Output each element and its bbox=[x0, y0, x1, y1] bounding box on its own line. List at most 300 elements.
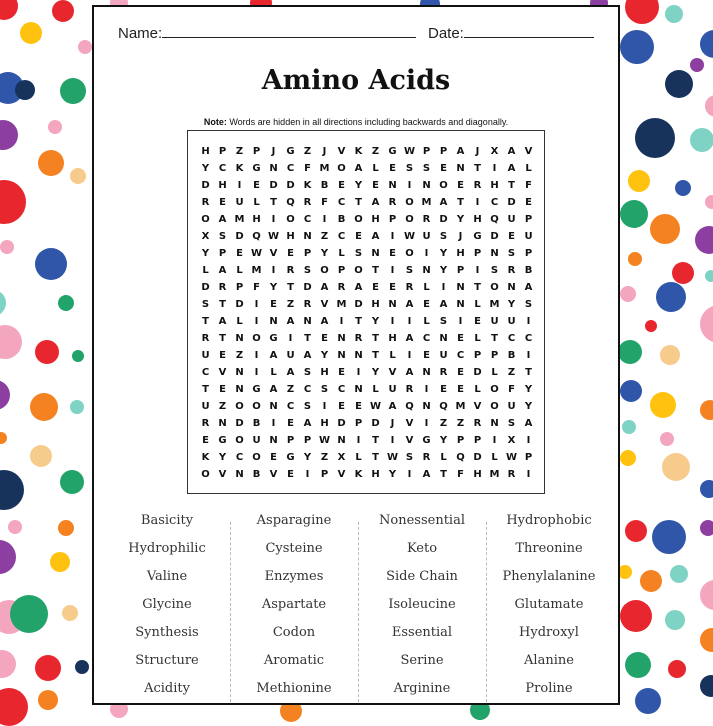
grid-letter: E bbox=[457, 367, 464, 378]
grid-letter: E bbox=[457, 180, 464, 191]
grid-letter: G bbox=[252, 163, 261, 174]
grid-letter: L bbox=[491, 452, 498, 463]
grid-letter: A bbox=[286, 367, 295, 378]
decor-dot bbox=[8, 520, 22, 534]
grid-letter: P bbox=[337, 265, 346, 276]
grid-letter: T bbox=[219, 299, 226, 310]
grid-letter: A bbox=[303, 350, 312, 361]
word-item: Serine bbox=[400, 653, 444, 668]
grid-letter: H bbox=[473, 469, 482, 480]
decor-dot bbox=[62, 605, 78, 621]
grid-letter: D bbox=[507, 197, 516, 208]
grid-letter: I bbox=[526, 316, 531, 327]
decor-dot bbox=[675, 180, 691, 196]
grid-letter: A bbox=[218, 214, 227, 225]
grid-letter: R bbox=[473, 180, 482, 191]
grid-letter: I bbox=[237, 180, 242, 191]
grid-letter: Y bbox=[218, 452, 227, 463]
grid-letter: E bbox=[236, 248, 243, 259]
grid-letter: I bbox=[407, 469, 412, 480]
word-item: Asparagine bbox=[256, 513, 332, 528]
word-item: Hydroxyl bbox=[519, 625, 579, 640]
grid-letter: V bbox=[405, 435, 414, 446]
grid-letter: N bbox=[235, 367, 244, 378]
grid-letter: T bbox=[372, 435, 379, 446]
word-column-2 bbox=[230, 507, 358, 703]
grid-letter: N bbox=[303, 316, 312, 327]
grid-letter: C bbox=[456, 350, 465, 361]
decor-dot bbox=[705, 270, 713, 282]
grid-letter: C bbox=[524, 333, 533, 344]
grid-letter: Q bbox=[252, 231, 261, 242]
decor-dot bbox=[700, 480, 713, 498]
decor-dot bbox=[0, 290, 6, 316]
grid-letter: I bbox=[475, 197, 480, 208]
decor-dot bbox=[0, 688, 28, 726]
grid-letter: P bbox=[218, 248, 227, 259]
grid-letter: A bbox=[303, 418, 312, 429]
grid-letter: E bbox=[287, 248, 294, 259]
grid-letter: Y bbox=[320, 248, 329, 259]
decor-dot bbox=[35, 248, 67, 280]
decor-dot bbox=[690, 128, 713, 152]
grid-letter: N bbox=[422, 401, 431, 412]
decor-dot bbox=[670, 565, 688, 583]
grid-letter: R bbox=[286, 265, 295, 276]
grid-letter: I bbox=[339, 316, 344, 327]
decor-dot bbox=[656, 282, 686, 312]
grid-letter: L bbox=[474, 299, 481, 310]
grid-letter: Z bbox=[320, 452, 329, 463]
grid-letter: O bbox=[252, 333, 261, 344]
grid-letter: C bbox=[303, 384, 312, 395]
grid-letter: Y bbox=[456, 214, 465, 225]
decor-dot bbox=[35, 340, 59, 364]
grid-letter: K bbox=[235, 163, 244, 174]
grid-letter: S bbox=[303, 265, 312, 276]
grid-letter: Y bbox=[439, 265, 448, 276]
decor-dot bbox=[620, 30, 654, 64]
grid-letter: Y bbox=[507, 299, 516, 310]
grid-letter: C bbox=[286, 163, 295, 174]
grid-letter: W bbox=[250, 248, 263, 259]
grid-letter: M bbox=[234, 214, 245, 225]
grid-letter: L bbox=[372, 384, 379, 395]
instructions-note bbox=[94, 117, 618, 127]
grid-letter: O bbox=[405, 197, 414, 208]
word-item: Nonessential bbox=[379, 513, 465, 528]
grid-letter: E bbox=[508, 231, 515, 242]
grid-letter: M bbox=[319, 163, 330, 174]
grid-letter: E bbox=[219, 350, 226, 361]
grid-letter: D bbox=[473, 367, 482, 378]
decor-dot bbox=[635, 688, 661, 714]
grid-letter: S bbox=[524, 299, 533, 310]
decor-dot bbox=[618, 340, 642, 364]
grid-letter: P bbox=[354, 418, 363, 429]
word-item: Structure bbox=[135, 653, 199, 668]
grid-letter: T bbox=[355, 197, 362, 208]
grid-letter: E bbox=[270, 452, 277, 463]
decor-dot bbox=[700, 580, 713, 610]
grid-letter: H bbox=[388, 333, 397, 344]
decor-dot bbox=[625, 0, 659, 24]
grid-letter: G bbox=[286, 146, 295, 157]
grid-letter: E bbox=[338, 401, 345, 412]
grid-letter: S bbox=[439, 231, 448, 242]
grid-letter: P bbox=[235, 282, 244, 293]
grid-letter: P bbox=[439, 146, 448, 157]
grid-letter: C bbox=[337, 197, 346, 208]
grid-letter: E bbox=[389, 248, 396, 259]
word-item: Isoleucine bbox=[388, 597, 456, 612]
grid-letter: N bbox=[490, 248, 499, 259]
grid-letter: P bbox=[456, 435, 465, 446]
grid-letter: W bbox=[369, 401, 382, 412]
grid-letter: N bbox=[371, 248, 380, 259]
grid-letter: P bbox=[422, 146, 431, 157]
decor-dot bbox=[672, 262, 694, 284]
grid-letter: N bbox=[456, 282, 465, 293]
grid-letter: A bbox=[371, 197, 380, 208]
decor-dot bbox=[618, 565, 632, 579]
grid-letter: L bbox=[525, 163, 532, 174]
grid-letter: A bbox=[507, 163, 516, 174]
grid-letter: S bbox=[507, 418, 516, 429]
decor-dot bbox=[72, 350, 84, 362]
word-column-3 bbox=[358, 507, 486, 703]
grid-letter: A bbox=[218, 316, 227, 327]
grid-letter: B bbox=[524, 265, 533, 276]
grid-letter: L bbox=[474, 384, 481, 395]
grid-letter: S bbox=[405, 265, 414, 276]
grid-letter: D bbox=[235, 418, 244, 429]
grid-letter: D bbox=[235, 299, 244, 310]
grid-letter: J bbox=[390, 418, 395, 429]
decor-dot bbox=[620, 600, 652, 632]
word-item: Hydrophilic bbox=[128, 541, 206, 556]
decor-dot bbox=[10, 595, 48, 633]
grid-letter: P bbox=[456, 265, 465, 276]
grid-letter: Q bbox=[286, 197, 295, 208]
grid-letter: F bbox=[304, 163, 311, 174]
grid-letter: C bbox=[422, 333, 431, 344]
grid-letter: O bbox=[490, 282, 499, 293]
grid-letter: Z bbox=[456, 418, 465, 429]
grid-letter: Y bbox=[201, 163, 210, 174]
grid-letter: E bbox=[338, 367, 345, 378]
decor-dot bbox=[75, 660, 89, 674]
grid-letter: M bbox=[251, 265, 262, 276]
word-item: Proline bbox=[525, 681, 573, 696]
grid-letter: I bbox=[356, 435, 361, 446]
grid-letter: I bbox=[407, 316, 412, 327]
grid-letter: E bbox=[338, 180, 345, 191]
grid-letter: C bbox=[337, 231, 346, 242]
grid-letter: T bbox=[355, 316, 362, 327]
word-item: Valine bbox=[146, 569, 188, 584]
grid-letter: O bbox=[490, 384, 499, 395]
grid-letter: L bbox=[440, 452, 447, 463]
name-line bbox=[162, 23, 416, 38]
grid-letter: X bbox=[490, 146, 499, 157]
grid-letter: E bbox=[355, 401, 362, 412]
decor-dot bbox=[700, 30, 713, 58]
grid-letter: E bbox=[355, 231, 362, 242]
grid-letter: E bbox=[423, 299, 430, 310]
grid-letter: K bbox=[201, 452, 210, 463]
grid-letter: T bbox=[525, 367, 532, 378]
grid-letter: T bbox=[304, 333, 311, 344]
grid-letter: I bbox=[390, 435, 395, 446]
grid-letter: S bbox=[354, 248, 363, 259]
grid-letter: A bbox=[507, 146, 516, 157]
grid-letter: L bbox=[423, 282, 430, 293]
grid-letter: T bbox=[202, 316, 209, 327]
grid-letter: P bbox=[218, 146, 227, 157]
grid-letter: S bbox=[201, 299, 210, 310]
grid-letter: R bbox=[422, 452, 431, 463]
grid-letter: R bbox=[303, 197, 312, 208]
decor-dot bbox=[20, 22, 42, 44]
decor-dot bbox=[695, 226, 713, 254]
grid-letter: S bbox=[422, 163, 431, 174]
grid-letter: S bbox=[218, 231, 227, 242]
grid-letter: N bbox=[388, 180, 397, 191]
decor-dot bbox=[700, 400, 713, 420]
grid-letter: L bbox=[338, 248, 345, 259]
grid-letter: U bbox=[286, 350, 295, 361]
date-field[interactable] bbox=[428, 23, 594, 42]
grid-letter: I bbox=[254, 316, 259, 327]
grid-letter: V bbox=[388, 367, 397, 378]
name-label: Name: bbox=[118, 25, 163, 42]
word-item: Cysteine bbox=[265, 541, 323, 556]
grid-letter: O bbox=[405, 214, 414, 225]
grid-letter: I bbox=[407, 350, 412, 361]
grid-letter: G bbox=[422, 435, 431, 446]
grid-letter: E bbox=[253, 180, 260, 191]
grid-letter: N bbox=[337, 333, 346, 344]
grid-letter: Z bbox=[235, 350, 244, 361]
word-column-4 bbox=[485, 507, 613, 703]
grid-letter: N bbox=[354, 350, 363, 361]
note-text: Words are hidden in all directions including backwards and diagonally. bbox=[226, 117, 509, 127]
grid-letter: E bbox=[321, 333, 328, 344]
grid-letter: L bbox=[355, 452, 362, 463]
grid-letter: E bbox=[525, 197, 532, 208]
grid-letter: E bbox=[457, 333, 464, 344]
date-line bbox=[464, 23, 594, 38]
decor-dot bbox=[660, 432, 674, 446]
grid-letter: J bbox=[458, 231, 463, 242]
grid-letter: O bbox=[354, 265, 363, 276]
grid-letter: M bbox=[489, 469, 500, 480]
grid-letter: T bbox=[270, 197, 277, 208]
grid-letter: Y bbox=[354, 180, 363, 191]
grid-letter: M bbox=[421, 197, 432, 208]
grid-letter: I bbox=[254, 350, 259, 361]
grid-letter: I bbox=[390, 231, 395, 242]
decor-dot bbox=[622, 420, 636, 434]
decor-dot bbox=[30, 445, 52, 467]
grid-letter: A bbox=[405, 367, 414, 378]
grid-letter: N bbox=[218, 418, 227, 429]
word-item: Synthesis bbox=[135, 625, 199, 640]
grid-letter: R bbox=[405, 282, 414, 293]
grid-letter: A bbox=[405, 299, 414, 310]
grid-letter: G bbox=[252, 384, 261, 395]
grid-letter: S bbox=[405, 163, 414, 174]
grid-letter: I bbox=[526, 435, 531, 446]
grid-letter: W bbox=[505, 452, 518, 463]
grid-letter: H bbox=[371, 299, 380, 310]
grid-letter: K bbox=[354, 146, 363, 157]
decor-dot bbox=[635, 118, 675, 158]
decor-dot bbox=[690, 58, 704, 72]
decor-dot bbox=[640, 570, 662, 592]
grid-letter: T bbox=[457, 197, 464, 208]
grid-letter: C bbox=[201, 367, 210, 378]
grid-letter: E bbox=[440, 163, 447, 174]
grid-letter: I bbox=[271, 265, 276, 276]
grid-letter: K bbox=[303, 180, 312, 191]
grid-letter: D bbox=[473, 452, 482, 463]
grid-letter: P bbox=[252, 146, 261, 157]
word-item: Essential bbox=[391, 625, 453, 640]
grid-letter: F bbox=[457, 469, 464, 480]
grid-letter: F bbox=[525, 180, 532, 191]
grid-letter: V bbox=[337, 469, 346, 480]
decor-dot bbox=[0, 432, 7, 444]
grid-letter: L bbox=[474, 333, 481, 344]
grid-letter: V bbox=[269, 248, 278, 259]
decor-dot bbox=[70, 400, 84, 414]
worksheet bbox=[92, 5, 620, 705]
decor-dot bbox=[625, 652, 651, 678]
grid-letter: W bbox=[386, 452, 399, 463]
grid-letter: I bbox=[526, 469, 531, 480]
grid-letter: T bbox=[202, 384, 209, 395]
grid-letter: T bbox=[372, 350, 379, 361]
grid-letter: I bbox=[288, 333, 293, 344]
grid-letter: D bbox=[337, 418, 346, 429]
grid-letter: R bbox=[201, 418, 210, 429]
grid-letter: V bbox=[320, 299, 329, 310]
word-item: Keto bbox=[406, 541, 438, 556]
grid-letter: O bbox=[286, 214, 295, 225]
grid-letter: Z bbox=[303, 146, 312, 157]
grid-letter: N bbox=[422, 265, 431, 276]
grid-letter: U bbox=[490, 316, 499, 327]
grid-letter: E bbox=[219, 384, 226, 395]
grid-letter: Q bbox=[405, 401, 414, 412]
decor-dot bbox=[0, 325, 22, 359]
grid-letter: D bbox=[371, 418, 380, 429]
grid-letter: T bbox=[474, 163, 481, 174]
decor-dot bbox=[700, 628, 713, 652]
decor-dot bbox=[620, 450, 636, 466]
grid-letter: R bbox=[303, 299, 312, 310]
grid-letter: A bbox=[286, 316, 295, 327]
decor-dot bbox=[705, 195, 713, 209]
grid-letter: E bbox=[270, 299, 277, 310]
grid-letter: Y bbox=[201, 248, 210, 259]
grid-letter: W bbox=[403, 146, 416, 157]
grid-letter: U bbox=[201, 401, 210, 412]
decor-dot bbox=[625, 520, 647, 542]
grid-letter: C bbox=[218, 163, 227, 174]
grid-letter: O bbox=[354, 214, 363, 225]
grid-letter: S bbox=[490, 265, 499, 276]
grid-letter: W bbox=[267, 231, 280, 242]
grid-letter: A bbox=[388, 401, 397, 412]
grid-letter: Q bbox=[439, 401, 448, 412]
decor-dot bbox=[650, 392, 676, 418]
grid-letter: A bbox=[354, 163, 363, 174]
decor-dot bbox=[0, 470, 24, 510]
grid-letter: R bbox=[405, 384, 414, 395]
decor-dot bbox=[35, 655, 61, 681]
decor-dot bbox=[620, 286, 636, 302]
grid-letter: H bbox=[201, 146, 210, 157]
grid-letter: M bbox=[336, 299, 347, 310]
grid-letter: P bbox=[320, 469, 329, 480]
decor-dot bbox=[700, 520, 713, 536]
grid-letter: S bbox=[303, 367, 312, 378]
grid-letter: P bbox=[473, 435, 482, 446]
grid-letter: Z bbox=[320, 231, 329, 242]
grid-letter: P bbox=[524, 248, 533, 259]
grid-letter: V bbox=[524, 146, 533, 157]
word-item: Alanine bbox=[524, 653, 574, 668]
grid-letter: W bbox=[318, 435, 331, 446]
grid-letter: C bbox=[235, 452, 244, 463]
grid-letter: I bbox=[271, 214, 276, 225]
word-item: Codon bbox=[272, 625, 316, 640]
grid-letter: C bbox=[507, 333, 516, 344]
grid-letter: I bbox=[441, 282, 446, 293]
grid-letter: S bbox=[405, 452, 414, 463]
grid-letter: F bbox=[253, 282, 260, 293]
grid-letter: D bbox=[201, 180, 210, 191]
decor-dot bbox=[0, 650, 16, 678]
grid-letter: N bbox=[354, 384, 363, 395]
name-field[interactable] bbox=[118, 23, 416, 42]
grid-letter: R bbox=[507, 469, 516, 480]
grid-letter: I bbox=[254, 367, 259, 378]
grid-letter: I bbox=[492, 163, 497, 174]
grid-letter: I bbox=[322, 214, 327, 225]
decor-dot bbox=[70, 168, 86, 184]
word-item: Aromatic bbox=[263, 653, 325, 668]
grid-letter: T bbox=[508, 180, 515, 191]
grid-letter: Q bbox=[490, 214, 499, 225]
word-item: Acidity bbox=[144, 681, 190, 696]
grid-letter: B bbox=[507, 350, 516, 361]
word-item: Phenylalanine bbox=[502, 569, 596, 584]
grid-letter: T bbox=[287, 282, 294, 293]
grid-letter: N bbox=[269, 401, 278, 412]
grid-letter: Y bbox=[371, 367, 380, 378]
grid-letter: N bbox=[303, 231, 312, 242]
grid-letter: R bbox=[473, 418, 482, 429]
grid-letter: Z bbox=[286, 384, 295, 395]
grid-letter: H bbox=[473, 214, 482, 225]
decor-dot bbox=[38, 150, 64, 176]
grid-letter: V bbox=[405, 418, 414, 429]
grid-letter: A bbox=[524, 282, 533, 293]
